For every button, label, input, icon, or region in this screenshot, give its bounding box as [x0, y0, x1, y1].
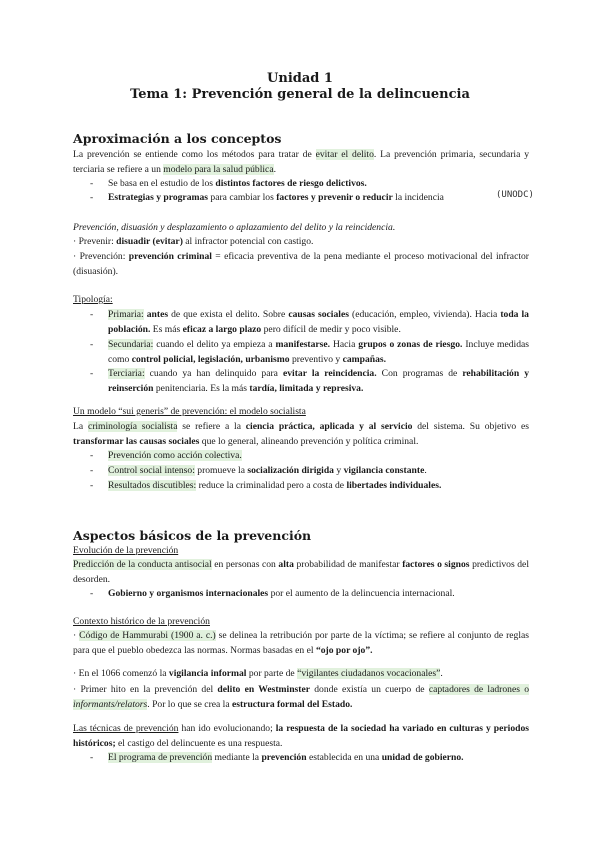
evolution-heading: Evolución de la prevención — [73, 545, 179, 556]
bullet-government: - Gobierno y organismos internacionales por el aumento de la delincuencia internacional. — [108, 587, 529, 602]
section-heading-concepts: Aproximación a los conceptos — [73, 131, 282, 146]
bullet-results: - Resultados discutibles: reduce la criminalidad pero a costa de libertades individuales. — [108, 479, 529, 494]
historical-context-heading: Contexto histórico de la prevención — [73, 616, 210, 627]
paragraph-1066: · En el 1066 comenzó la vigilancia informal por parte de “vigilantes ciudadanos vocacionales”. — [73, 668, 443, 679]
paragraph-prediction: Predicción de la conducta antisocial en personas con alta probabilidad de manifestar factores o signos predictivos del desorden. — [73, 559, 529, 585]
typology-secondary: - Secundaria: cuando el delito ya empieza a manifestarse. Hacia grupos o zonas de riesgo. Incluye medidas como control policial, legislación, urbanismo preventivo y campañas. — [108, 338, 529, 367]
typology-heading: Tipología: — [73, 294, 113, 305]
section-heading-basics: Aspectos básicos de la prevención — [73, 528, 312, 543]
definition-prevencion: · Prevención: prevención criminal = eficacia preventiva de la pena mediante el proceso motivacional del infractor (disuasión). — [73, 251, 529, 277]
definition-prevenir: · Prevenir: disuadir (evitar) al infractor potencial con castigo. — [73, 236, 314, 247]
bullet-collective-action: - Prevención como acción colectiva. — [108, 449, 529, 464]
paragraph-westminster: · Primer hito en la prevención del delito en Westminster donde existía un cuerpo de captadores de ladrones o informants/relators. Por lo que se crea la estructura formal del Estado. — [73, 684, 529, 710]
bullet-strategies: - Estrategias y programas para cambiar los factores y prevenir o reducir la incidencia — [108, 191, 493, 206]
paragraph-socialist-criminology: La criminología socialista se refiere a la ciencia práctica, aplicada y al servicio del sistema. Su objetivo es transformar las causas sociales que lo general, alineando prevención y política criminal. — [73, 421, 529, 447]
citation-unodc: (UNODC) — [496, 190, 534, 200]
paragraph-techniques: Las técnicas de prevención han ido evolucionando; la respuesta de la sociedad ha variado en culturas y periodos históricos; el castigo del delincuente es una respuesta. — [73, 723, 529, 749]
unit-title: Unidad 1 — [267, 71, 333, 86]
paragraph-hammurabi: · Código de Hammurabi (1900 a. c.) se delinea la retribución por parte de la víctima; se refiere al conjunto de reglas para que el pueblo obedezca las normas. Normas basadas en el “ojo por ojo”. — [73, 630, 530, 656]
bullet-risk-factors: - Se basa en el estudio de los distintos factores de riesgo delictivos. — [108, 177, 529, 192]
typology-tertiary: - Terciaria: cuando ya han delinquido para evitar la reincidencia. Con programas de rehabilitación y reinserción penitenciaria. Es la más tardía, limitada y represiva. — [108, 367, 529, 396]
paragraph-definition: La prevención se entiende como los métodos para tratar de evitar el delito. La prevención primaria, secundaria y terciaria se refiere a un modelo para la salud pública. — [73, 149, 529, 175]
bullet-social-control: - Control social intenso: promueve la socialización dirigida y vigilancia constante. — [108, 464, 529, 479]
italic-subtitle: Prevención, disuasión y desplazamiento o aplazamiento del delito y la reincidencia. — [73, 222, 396, 233]
topic-title: Tema 1: Prevención general de la delincuencia — [130, 87, 470, 102]
bullet-prevention-program: - El programa de prevención mediante la prevención establecida en una unidad de gobierno. — [108, 751, 529, 766]
typology-primary: - Primaria: antes de que exista el delito. Sobre causas sociales (educación, empleo, vivienda). Hacia toda la población. Es más eficaz a largo plazo pero difícil de medir y poco visible. — [108, 308, 529, 337]
socialist-model-heading: Un modelo “sui generis” de prevención: el modelo socialista — [73, 406, 306, 417]
